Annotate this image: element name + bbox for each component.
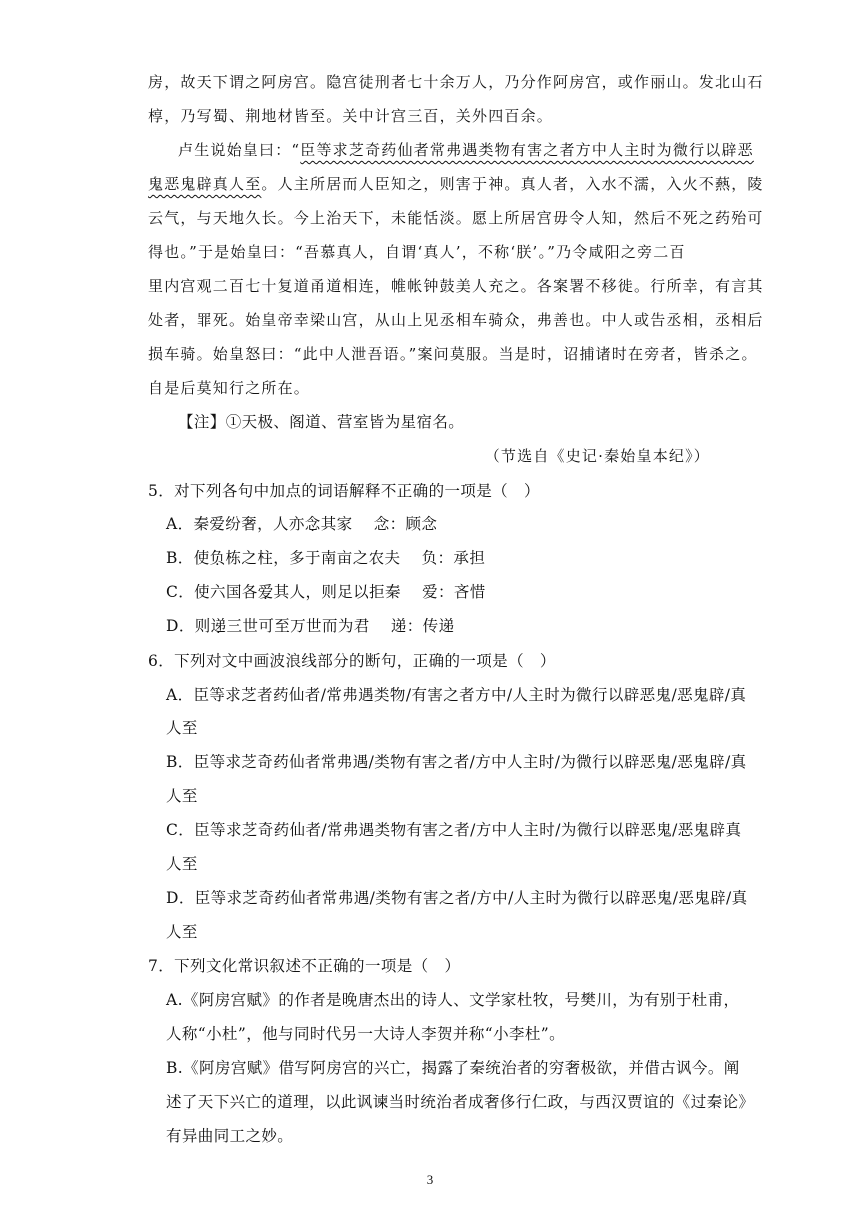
option-text: 三世可至万世而为君 递：传递: [226, 617, 455, 635]
option-d: D．臣等求芝奇药仙者常弗遇/类物有害之者/方中/人主时为微行以辟恶鬼/恶鬼辟/真: [166, 889, 748, 907]
option-a: [166, 514, 437, 534]
passage-line: 云气，与天地久长。今上治天下，未能恬淡。愿上所居宫毋令人知，然后不死之药殆可: [148, 209, 764, 227]
option-b-continued: 有异曲同工之妙。: [166, 1127, 294, 1145]
option-a-continued: 人称“小杜”，他与同时代另一大诗人李贺并称“小李杜”。: [166, 1025, 565, 1043]
annotation-note: 【注】①天极、阁道、营室皆为星宿名。: [178, 413, 465, 431]
dotted-word: 递: [210, 617, 227, 635]
option-text: D．则: [166, 617, 211, 635]
passage-line: 处者，罪死。始皇帝幸梁山宫，从山上见丞相车骑众，弗善也。中人或告丞相，丞相后: [148, 311, 764, 329]
passage-line: 自是后莫知行之所在。: [148, 379, 311, 397]
dotted-word: 念: [304, 515, 321, 533]
option-text: 其家 念：顾念: [320, 515, 438, 533]
option-c: C．臣等求芝奇药仙者/常弗遇类物有害之者/方中人主时/为微行以辟恶鬼/恶鬼辟真: [166, 821, 742, 839]
question-stem: 6．下列对文中画波浪线部分的断句，正确的一项是（ ）: [148, 652, 556, 670]
option-b: B.《阿房宫赋》借写阿房宫的兴亡，揭露了秦统治者的穷奢极欲，并借古讽今。阐: [166, 1059, 740, 1077]
passage-line: 椁，乃写蜀、荆地材皆至。关中计宫三百，关外四百余。: [148, 107, 554, 125]
option-a-continued: 人至: [166, 719, 198, 737]
passage-line: 损车骑。始皇怒曰：“此中人泄吾语。”案问莫服。当是时，诏捕诸时在旁者，皆杀之。: [148, 345, 758, 363]
question-stem: 7．下列文化常识叙述不正确的一项是（ ）: [148, 957, 461, 975]
option-text: A．秦爱纷奢，人亦: [166, 515, 305, 533]
passage-text: 卢生说始皇曰：“: [178, 141, 301, 159]
passage-line: [178, 140, 754, 160]
dotted-word: 负: [209, 549, 226, 567]
page-number: 3: [426, 1172, 434, 1187]
dotted-word: 爱: [257, 583, 274, 601]
source-citation: （节选自《史记·秦始皇本纪》）: [484, 447, 710, 465]
option-text: B．使: [166, 549, 210, 567]
question-stem: 5．对下列各句中加点的词语解释不正确的一项是（ ）: [148, 482, 540, 500]
wavy-underlined-text: 鬼恶鬼辟真人至: [148, 175, 262, 193]
passage-text: 。人主所居而人臣知之，则害于神。真人者，入水不濡，入火不爇，陵: [261, 175, 764, 193]
option-text: C．使六国各: [166, 583, 258, 601]
option-a: A．臣等求芝者药仙者/常弗遇类物/有害之者方中/人主时为微行以辟恶鬼/恶鬼辟/真: [166, 686, 747, 704]
passage-line: 房，故天下谓之阿房宫。隐宫徒刑者七十余万人，乃分作阿房宫，或作丽山。发北山石: [148, 73, 764, 91]
option-a: A.《阿房宫赋》的作者是晚唐杰出的诗人、文学家杜牧，号樊川，为有别于杜甫，: [166, 991, 740, 1009]
option-c: [166, 582, 486, 602]
option-c-continued: 人至: [166, 855, 198, 873]
option-d-continued: 人至: [166, 923, 198, 941]
option-b: [166, 548, 485, 568]
option-b-continued: 述了天下兴亡的道理，以此讽谏当时统治者成奢侈行仁政，与西汉贾谊的《过秦论》: [166, 1093, 755, 1111]
passage-line: 得也。”于是始皇曰：“吾慕真人，自谓‘真人’，不称‘朕’。”乃令咸阳之旁二百: [148, 243, 686, 261]
option-text: 其人，则足以拒秦 爱：吝惜: [273, 583, 486, 601]
passage-line: [148, 174, 764, 194]
wavy-underlined-text: 臣等求芝奇药仙者常弗遇类物有害之者方中人主时为微行以辟恶: [300, 141, 754, 159]
option-b: B．臣等求芝奇药仙者常弗遇/类物有害之者/方中人主时/为微行以辟恶鬼/恶鬼辟/真: [166, 753, 747, 771]
option-d: [166, 616, 454, 636]
option-b-continued: 人至: [166, 787, 198, 805]
passage-line: 里内宫观二百七十复道甬道相连，帷帐钟鼓美人充之。各案署不移徙。行所幸，有言其: [148, 277, 764, 295]
option-text: 栋之柱，多于南亩之农夫 负：承担: [225, 549, 486, 567]
